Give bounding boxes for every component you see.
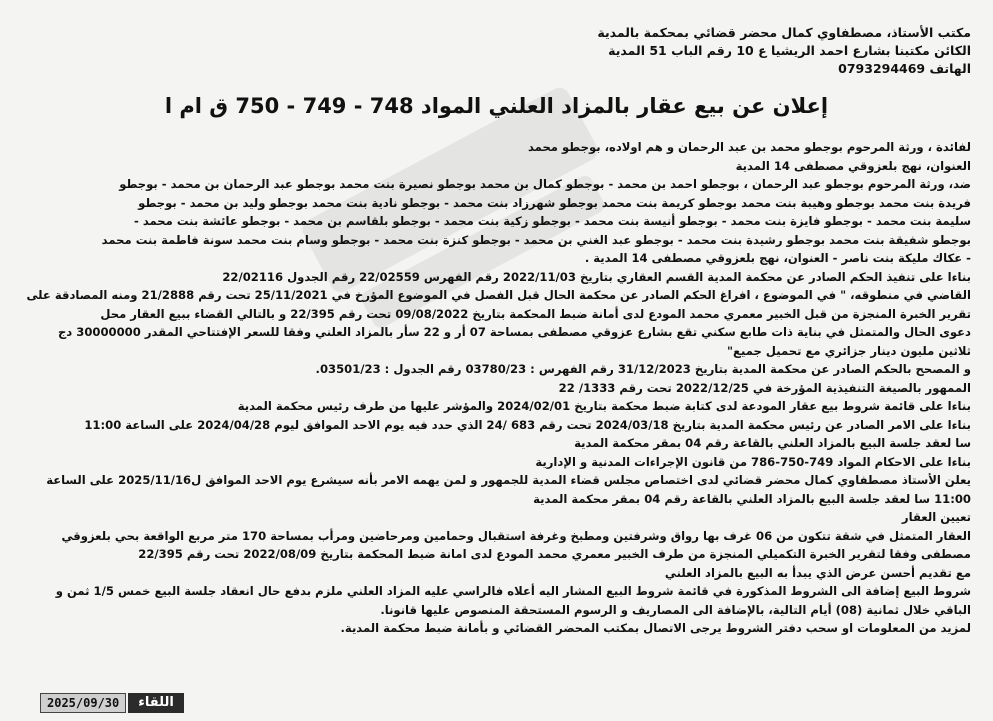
text-line: يعلن الأستاذ مصطفاوي كمال محضر قضائي لدى اختصاص مجلس قضاء المدية للجمهور و لمن يهمه الامر بأنه سيشرع يوم الاحد الموافق ل2025/11/16 على الساعة (46, 473, 971, 487)
office-address: الكائن مكتبنا بشارع احمد الريشيا ع 10 رقم الباب 51 المدية (608, 43, 971, 58)
text-line: مع تقديم أحسن عرض الذي يبدأ به البيع بالمزاد العلني (664, 565, 971, 580)
text-line: تقرير الخبرة المنجزة من قبل الخبير معمري محمد المودع لدى أمانة ضبط المحكمة بتاريخ 09/08/2022 تحت رقم 22/395 و بالتالي القضاء ببيع العقار محل (100, 306, 971, 321)
text-line: - عكاك مليكة بنت ناصر - العنوان، نهج بلعزوقي مصطفى 14 المدية . (584, 251, 971, 265)
text-line: و المصحح بالحكم الصادر عن محكمة المدية بتاريخ 31/12/2023 رقم الفهرس : 03780/23 رقم الجدول : 03501/23. (315, 362, 971, 376)
text-line: بناءا على قائمة شروط بيع عقار المودعة لدى كتابة ضبط محكمة بتاريخ 2024/02/01 والمؤشر عليها من طرف رئيس محكمة المدية (237, 399, 971, 413)
text-line: العنوان، نهج بلعزوقي مصطفى 14 المدية (735, 158, 971, 173)
bailiff-office-header (22, 24, 971, 78)
auction-notice (10, 10, 983, 710)
text-line: لفائدة ، ورثة المرحوم بوجطو محمد بن عبد الرحمان و هم اولاده، بوجطو محمد (527, 140, 971, 154)
office-name: مكتب الأستاذ، مصطفاوي كمال محضر قضائي بمحكمة بالمدية (597, 25, 971, 40)
text-line: سليمة بنت محمد - بوجطو فايزة بنت محمد - بوجطو أنيسة بنت محمد - بوجطو زكية بنت محمد - بوجطو بلقاسم بن محمد - بوجطو عائشة بنت محمد - (133, 214, 971, 228)
office-phone: الهاتف 0793294469 (838, 61, 971, 76)
publication-footer (40, 693, 184, 713)
parties-section (22, 138, 971, 268)
text-line: دعوى الحال والمتمثل في بناية ذات طابع سكني تقع بشارع عزوقي مصطفى بمساحة 07 أر و 22 سأر بالمزاد العلني وفقا للسعر الإفتتاحي المقدر 30000000 دج (57, 325, 971, 339)
text-line: بوجطو شفيقة بنت محمد بوجطو رشيدة بنت محمد - بوجطو عبد الغني بن محمد - بوجطو كنزة بنت محمد - بوجطو وسام بنت محمد سونة فاطمة بنت محمد (101, 232, 971, 247)
text-line: شروط البيع إضافة الى الشروط المذكورة في قائمة شروط البيع المشار اليه أعلاه فالراسي عليه المزاد العلني ملزم بدفع حال انعقاد جلسة البيع خمس 1/5 ثمن و (55, 584, 971, 598)
text-line: ثلاثين مليون دينار جزائري مع تحميل جميع" (727, 343, 971, 358)
notice-body (22, 268, 971, 638)
text-line: 11:00 سا لعقد جلسة البيع بالمزاد العلني بالقاعة رقم 04 بمقر محكمة المدية (533, 491, 971, 506)
text-line: بناءا على تنفيذ الحكم الصادر عن محكمة المدية القسم العقاري بتاريخ 2022/11/03 رقم الفهرس 22/02559 رقم الجدول 22/02116 (222, 269, 971, 284)
text-line: العقار المتمثل في شقة تتكون من 06 غرف بها رواق وشرفتين ومطبخ وغرفة استقبال وحمامين ومرحاضين ومرأب بمساحة 170 متر مربع الواقعة بحي بلعزوقي (61, 528, 971, 543)
text-line: بناءا على الاحكام المواد 749-750-786 من قانون الإجراءات المدنية و الإدارية (535, 454, 971, 469)
text-line: فريدة بنت محمد بوجطو وهيبة بنت محمد بوجطو كريمة بنت محمد بوجطو شهرزاد بنت محمد - بوجطو نادية بنت محمد بوجطو وليد بن محمد - بوجطو (138, 195, 971, 210)
newspaper-name: اللقاء (128, 693, 184, 713)
text-line: الباقي خلال ثمانية (08) أيام التالية، بالإضافة الى المصاريف و الرسوم المستحقة المنصوص عليها قانونا. (380, 602, 971, 617)
text-line: ضد، ورثة المرحوم بوجطو عبد الرحمان ، بوجطو احمد بن محمد - بوجطو كمال بن محمد بوجطو نصيرة بنت محمد بوجطو عبد الرحمان بن محمد - بوجطو (119, 177, 971, 191)
text-line: مصطفى وفقا لتقرير الخبرة التكميلي المنجزة من طرف الخبير معمري محمد المودع لدى امانة ضبط المحكمة بتاريخ 2022/08/09 تحت رقم 22/395 (138, 547, 971, 561)
notice-title: إعلان عن بيع عقار بالمزاد العلني المواد 748 - 749 - 750 ق ام ا (164, 94, 829, 118)
property-heading: تعيين العقار (901, 510, 971, 524)
text-line: لمزيد من المعلومات او سحب دفتر الشروط يرجى الاتصال بمكتب المحضر القضائي و بأمانة ضبط محكمة المدية. (340, 621, 971, 635)
publication-date: 2025/09/30 (40, 693, 126, 713)
text-line: الممهور بالصيغة التنفيذية المؤرخة في 2022/12/25 تحت رقم 1333/ 22 (558, 380, 971, 395)
text-line: بناءا على الامر الصادر عن رئيس محكمة المدية بتاريخ 2024/03/18 تحت رقم 683 /24 الذي حدد فيه يوم الاحد الموافق ليوم 2024/04/28 على الساعة 11:00 (84, 417, 971, 432)
text-line: القاضي في منطوقه، " في الموضوع ، افراغ الحكم الصادر عن محكمة الحال قبل الفصل في الموضوع المؤرخ في 25/11/2021 تحت رقم 21/2888 ومنه المصادقة على (26, 288, 971, 302)
text-line: سا لعقد جلسة البيع بالمزاد العلني بالقاعة رقم 04 بمقر محكمة المدية (574, 436, 971, 450)
